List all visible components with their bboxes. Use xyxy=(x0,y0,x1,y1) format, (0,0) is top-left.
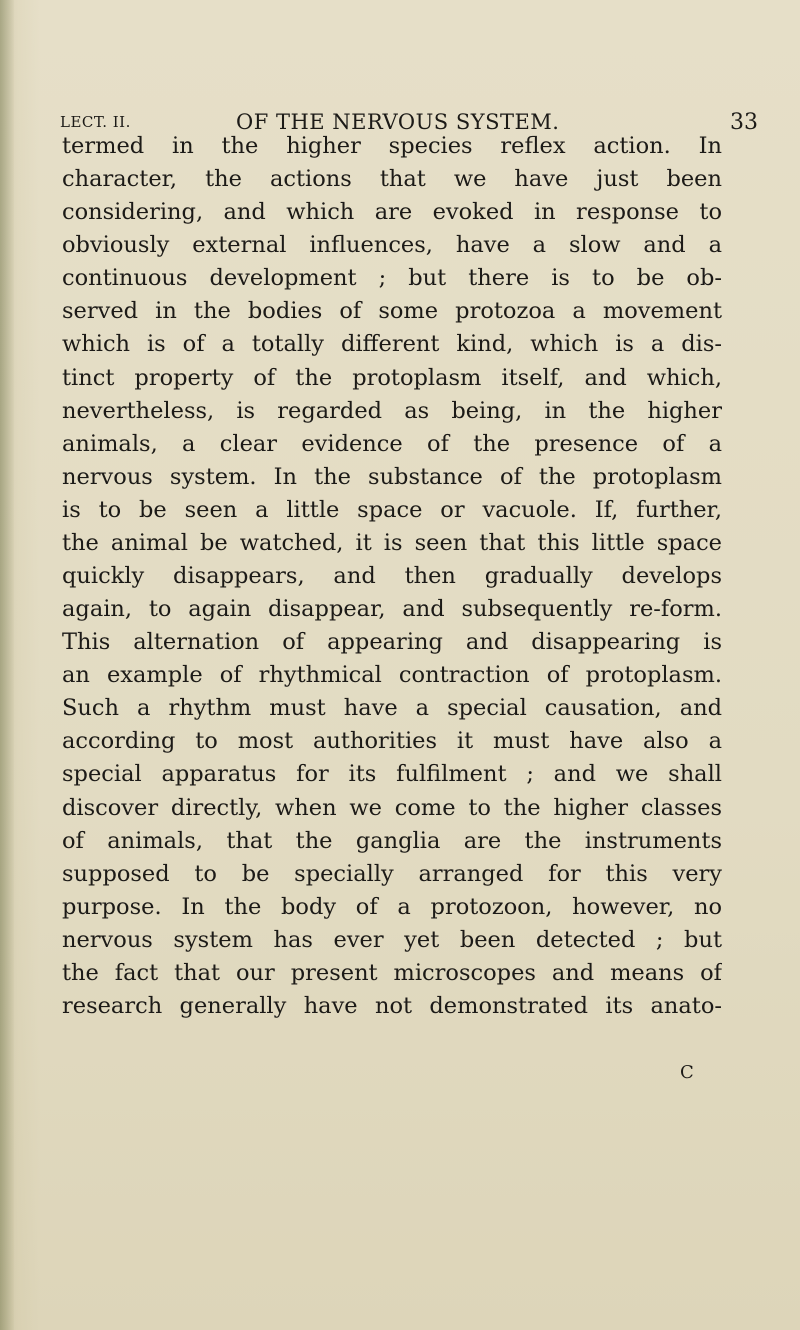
text-line: again, to again disappear, and subsequently re-form. xyxy=(62,596,722,623)
text-line: termed in the higher species reflex action. In xyxy=(62,133,722,159)
text-line: which is of a totally different kind, which is a dis- xyxy=(62,331,722,358)
text-line: discover directly, when we come to the higher classes xyxy=(62,794,722,821)
text-line: character, the actions that we have just been xyxy=(62,166,722,193)
text-line: supposed to be specially arranged for this very xyxy=(62,860,722,887)
body-text xyxy=(62,130,722,1023)
running-header xyxy=(0,88,800,135)
text-line: special apparatus for its fulfilment ; and we shall xyxy=(62,761,722,788)
lecture-label: LECT. II. xyxy=(60,113,131,131)
text-line: Such a rhythm must have a special causation, and xyxy=(62,695,722,722)
text-line: an example of rhythmical contraction of protoplasm. xyxy=(62,662,722,689)
text-line: animals, a clear evidence of the presence of a xyxy=(62,430,722,457)
text-line: considering, and which are evoked in response to xyxy=(62,199,722,226)
text-line: continuous development ; but there is to be ob- xyxy=(62,265,722,292)
header-title: OF THE NERVOUS SYSTEM. xyxy=(236,110,560,134)
text-line: This alternation of appearing and disappearing is xyxy=(62,629,722,656)
text-line: purpose. In the body of a protozoon, however, no xyxy=(62,893,722,920)
text-line: research generally have not demonstrated its anato- xyxy=(62,993,722,1020)
text-line: of animals, that the ganglia are the instruments xyxy=(62,827,722,854)
page-number: 33 xyxy=(730,110,758,135)
text-line: tinct property of the protoplasm itself, and which, xyxy=(62,364,722,391)
signature-mark: C xyxy=(680,1062,695,1083)
text-line: nevertheless, is regarded as being, in the higher xyxy=(62,397,722,424)
text-line: the animal be watched, it is seen that this little space xyxy=(62,529,722,556)
page-edge-shadow xyxy=(0,0,14,1330)
text-line: nervous system has ever yet been detected ; but xyxy=(62,926,722,953)
text-line: according to most authorities it must have also a xyxy=(62,728,722,755)
text-line: quickly disappears, and then gradually develops xyxy=(62,563,722,590)
text-line: nervous system. In the substance of the protoplasm xyxy=(62,463,722,490)
text-line: served in the bodies of some protozoa a movement xyxy=(62,298,722,325)
text-line: is to be seen a little space or vacuole. If, further, xyxy=(62,496,722,523)
text-line: obviously external influences, have a slow and a xyxy=(62,232,722,259)
text-line: the fact that our present microscopes and means of xyxy=(62,959,722,986)
